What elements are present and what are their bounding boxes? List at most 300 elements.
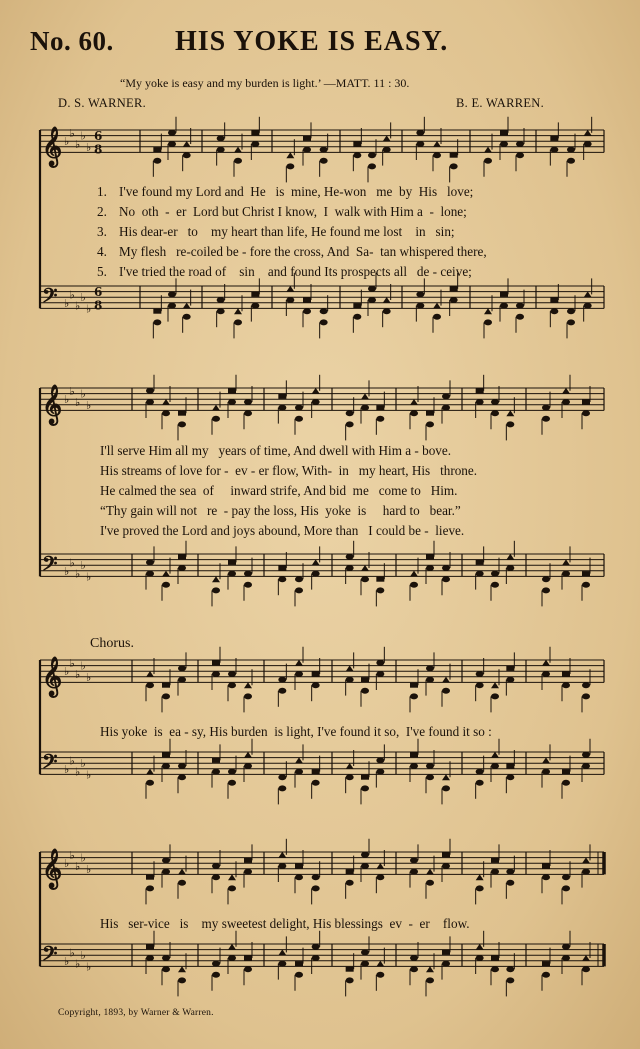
note-head	[383, 135, 391, 141]
verse-line-2-cont: His streams of love for - ev - er flow, With- in my heart, His throne.	[100, 463, 478, 478]
note-head	[228, 769, 236, 775]
note-head	[542, 961, 550, 966]
note-head	[303, 298, 311, 303]
note-head	[178, 665, 186, 671]
note-head-lower	[491, 693, 499, 699]
note-head-lower	[212, 416, 220, 422]
note-head	[410, 955, 418, 961]
note-head-lower	[426, 880, 434, 886]
note-head-lower	[346, 977, 354, 983]
note-head-lower	[376, 769, 384, 775]
note-head-lower	[542, 416, 550, 422]
note-head-lower	[312, 399, 320, 405]
note-head-lower	[312, 885, 320, 891]
note-head	[244, 858, 252, 863]
treble-clef: 𝄞	[42, 126, 63, 167]
bass-clef: 𝄢	[42, 550, 58, 580]
key-flat: ♭	[75, 957, 81, 971]
note-head-lower	[376, 587, 384, 593]
note-head-lower	[361, 961, 369, 967]
note-head	[312, 672, 320, 677]
note-head	[244, 752, 252, 758]
key-flat: ♭	[86, 398, 92, 412]
note-head	[416, 291, 424, 297]
note-head	[244, 956, 252, 961]
note-head	[162, 399, 170, 405]
note-head	[278, 949, 286, 955]
chorus-line-2: His ser-vice is my sweetest delight, His blessings ev - er flow.	[100, 916, 470, 931]
note-head	[361, 949, 369, 955]
key-flat: ♭	[69, 288, 75, 302]
note-head	[312, 769, 320, 774]
note-head-lower	[410, 966, 418, 972]
note-head	[426, 554, 434, 559]
key-flat: ♭	[75, 860, 81, 873]
note-head	[361, 852, 369, 858]
note-head	[567, 147, 575, 153]
note-head-lower	[476, 399, 484, 405]
note-head-lower	[506, 880, 514, 886]
note-head	[278, 852, 286, 858]
bass-clef: 𝄢	[42, 940, 58, 970]
note-head-lower	[361, 863, 369, 869]
note-head-lower	[295, 874, 303, 880]
note-head-lower	[426, 774, 434, 780]
note-head-lower	[295, 671, 303, 677]
note-head-lower	[303, 147, 311, 153]
note-head-lower	[178, 977, 186, 983]
note-head	[484, 147, 492, 153]
note-head-lower	[178, 565, 186, 571]
note-head	[162, 857, 170, 863]
note-head-lower	[506, 565, 514, 571]
note-head	[162, 571, 170, 577]
note-head	[410, 752, 418, 757]
verse-line-2: 2. No oth - er Lord but Christ I know, I walk with Him a - lone;	[97, 204, 467, 219]
note-head-lower	[491, 763, 499, 769]
note-head-lower	[278, 863, 286, 869]
note-head-lower	[361, 688, 369, 694]
composer-credit: B. E. WARREN.	[456, 96, 545, 110]
note-head-lower	[244, 869, 252, 875]
note-head	[361, 565, 369, 571]
note-head-lower	[178, 880, 186, 886]
note-head	[168, 130, 176, 136]
note-head-lower	[244, 410, 252, 416]
note-head	[217, 297, 225, 303]
note-head-lower	[562, 885, 570, 891]
note-head	[506, 764, 514, 769]
note-head	[491, 399, 499, 405]
note-head-lower	[376, 874, 384, 880]
note-head	[500, 130, 508, 135]
note-head-lower	[506, 774, 514, 780]
note-head-lower	[278, 688, 286, 694]
note-head	[234, 308, 242, 314]
note-head-lower	[320, 158, 328, 164]
verse-line-3: 3. His dear-er to my heart than life, He found me lost in sin;	[97, 224, 455, 239]
note-head-lower	[426, 977, 434, 983]
note-head	[212, 961, 220, 967]
note-head	[491, 682, 499, 688]
note-head-lower	[491, 582, 499, 588]
note-head-lower	[153, 158, 161, 164]
note-head-lower	[286, 297, 294, 303]
note-head-lower	[476, 955, 484, 961]
note-head	[500, 292, 508, 297]
key-flat: ♭	[69, 656, 75, 670]
note-head	[442, 393, 450, 399]
note-head	[146, 875, 154, 880]
time-sig-bottom: 8	[94, 142, 103, 157]
note-head	[376, 961, 384, 967]
note-head-lower	[162, 582, 170, 588]
note-head-lower	[582, 693, 590, 699]
note-head	[361, 677, 369, 682]
note-head	[168, 291, 176, 297]
note-head	[476, 874, 484, 880]
note-head	[153, 309, 161, 314]
note-head-lower	[146, 780, 154, 786]
note-head	[376, 660, 384, 666]
note-head-lower	[146, 399, 154, 405]
note-head-lower	[491, 966, 499, 972]
note-head	[178, 966, 186, 972]
chorus-line-1: His yoke is ea - sy, His burden is light, I've found it so, I've found it so :	[100, 724, 492, 739]
note-head-lower	[278, 961, 286, 967]
note-head-lower	[146, 885, 154, 891]
note-head	[442, 774, 450, 780]
note-head	[244, 682, 252, 688]
note-head-lower	[162, 869, 170, 875]
note-head	[542, 864, 550, 869]
note-head-lower	[361, 405, 369, 411]
note-head-lower	[146, 571, 154, 577]
note-head	[346, 665, 354, 671]
key-flat: ♭	[64, 135, 70, 149]
note-head-lower	[286, 163, 294, 169]
copyright-notice: Copyright, 1893, by Warner & Warren.	[58, 1008, 214, 1018]
note-head-lower	[178, 774, 186, 780]
note-head	[228, 671, 236, 677]
note-head	[410, 857, 418, 863]
note-head-lower	[562, 571, 570, 577]
key-flat: ♭	[69, 754, 75, 768]
note-head-lower	[426, 677, 434, 683]
note-head	[426, 411, 434, 416]
note-head-lower	[426, 421, 434, 427]
note-head	[476, 944, 484, 950]
note-head-lower	[368, 163, 376, 169]
note-head	[178, 763, 186, 769]
note-head-lower	[312, 682, 320, 688]
note-head	[567, 308, 575, 314]
note-head-lower	[484, 158, 492, 164]
key-flat: ♭	[86, 302, 92, 316]
note-head-lower	[582, 410, 590, 416]
note-head-lower	[383, 147, 391, 153]
note-head	[295, 757, 303, 763]
verse-line-4-cont: “Thy gain will not re - pay the loss, His yoke is hard to bear.”	[100, 503, 461, 518]
note-head-lower	[442, 785, 450, 791]
note-head	[491, 571, 499, 577]
key-flat: ♭	[69, 126, 75, 140]
note-head-lower	[178, 421, 186, 427]
note-head	[426, 665, 434, 671]
note-head-lower	[442, 961, 450, 967]
note-head-lower	[217, 308, 225, 314]
note-head-lower	[442, 405, 450, 411]
note-head-lower	[320, 319, 328, 325]
note-head	[562, 944, 570, 950]
note-head	[320, 308, 328, 314]
note-head	[353, 142, 361, 147]
note-head	[368, 286, 376, 292]
note-head	[346, 967, 354, 972]
note-head	[146, 944, 154, 949]
note-head-lower	[450, 297, 458, 303]
note-head	[442, 677, 450, 683]
key-flat: ♭	[80, 559, 86, 573]
note-head	[442, 565, 450, 571]
note-head	[516, 303, 524, 309]
note-head	[162, 683, 170, 688]
note-head	[426, 869, 434, 875]
note-head-lower	[278, 785, 286, 791]
note-head-lower	[312, 955, 320, 961]
note-head	[476, 560, 484, 565]
note-head-lower	[584, 141, 592, 147]
note-head-lower	[416, 303, 424, 309]
key-flat: ♭	[80, 949, 86, 963]
note-head-lower	[410, 410, 418, 416]
note-head	[562, 559, 570, 565]
treble-clef: 𝄞	[42, 656, 63, 697]
time-sig-top: 6	[94, 129, 103, 144]
note-head	[584, 291, 592, 297]
note-head	[542, 757, 550, 763]
note-head	[278, 566, 286, 571]
note-head-lower	[476, 682, 484, 688]
note-head	[584, 130, 592, 136]
note-head-lower	[153, 319, 161, 325]
time-sig-top: 6	[94, 285, 103, 300]
note-head-lower	[183, 152, 191, 158]
note-head	[582, 955, 590, 961]
note-head-lower	[217, 147, 225, 153]
key-flat: ♭	[75, 299, 81, 313]
note-head-lower	[168, 303, 176, 309]
note-head	[542, 405, 550, 411]
note-head	[162, 752, 170, 757]
note-head	[346, 410, 354, 416]
key-flat: ♭	[69, 384, 75, 398]
note-head-lower	[484, 319, 492, 325]
key-flat: ♭	[80, 851, 86, 865]
note-head	[244, 399, 252, 405]
note-head-lower	[562, 682, 570, 688]
note-head-lower	[212, 972, 220, 978]
note-head-lower	[476, 885, 484, 891]
note-head-lower	[562, 955, 570, 961]
note-head-lower	[244, 763, 252, 769]
note-head-lower	[228, 885, 236, 891]
note-head-lower	[244, 693, 252, 699]
note-head-lower	[168, 141, 176, 147]
note-head	[410, 571, 418, 577]
note-head-lower	[178, 677, 186, 683]
note-head	[491, 752, 499, 758]
note-head	[476, 769, 484, 775]
note-head-lower	[368, 297, 376, 303]
note-head	[295, 405, 303, 411]
note-head-lower	[312, 780, 320, 786]
note-head	[368, 152, 376, 158]
key-flat: ♭	[64, 954, 70, 968]
note-head	[295, 576, 303, 582]
note-head-lower	[500, 303, 508, 309]
key-flat: ♭	[64, 564, 70, 578]
note-head-lower	[346, 677, 354, 683]
note-head	[295, 961, 303, 966]
note-head	[303, 136, 311, 141]
note-head	[346, 554, 354, 560]
note-head-lower	[146, 955, 154, 961]
note-head-lower	[346, 774, 354, 780]
note-head-lower	[433, 152, 441, 158]
note-head-lower	[228, 571, 236, 577]
key-flat: ♭	[86, 570, 92, 584]
note-head-lower	[212, 769, 220, 775]
note-head-lower	[500, 141, 508, 147]
note-head-lower	[550, 308, 558, 314]
key-flat: ♭	[69, 556, 75, 570]
note-head	[251, 130, 259, 135]
note-head-lower	[442, 576, 450, 582]
note-head-lower	[442, 863, 450, 869]
note-head	[506, 666, 514, 671]
note-head	[433, 303, 441, 309]
note-head	[286, 152, 294, 158]
note-head-lower	[361, 785, 369, 791]
key-flat: ♭	[69, 848, 75, 862]
key-flat: ♭	[75, 765, 81, 779]
note-head-lower	[410, 763, 418, 769]
key-flat: ♭	[80, 291, 86, 305]
verse-line-3-cont: He calmed the sea of inward strife, And bid me come to Him.	[100, 483, 458, 498]
note-head-lower	[212, 671, 220, 677]
note-head	[506, 410, 514, 416]
note-head	[228, 388, 236, 393]
note-head	[410, 399, 418, 405]
note-head	[278, 677, 286, 683]
note-head	[278, 394, 286, 399]
note-head-lower	[228, 955, 236, 961]
note-head	[251, 292, 259, 297]
note-head-lower	[550, 147, 558, 153]
key-flat: ♭	[75, 396, 81, 409]
lyricist-credit: D. S. WARNER.	[58, 96, 147, 110]
note-head	[234, 147, 242, 153]
note-head-lower	[582, 966, 590, 972]
note-head-lower	[582, 869, 590, 875]
note-head	[376, 405, 384, 410]
note-head-lower	[244, 966, 252, 972]
note-head-lower	[228, 399, 236, 405]
note-head-lower	[506, 677, 514, 683]
note-head-lower	[295, 416, 303, 422]
note-head-lower	[295, 587, 303, 593]
note-head	[562, 874, 570, 880]
note-head	[146, 769, 154, 775]
verse-line-5: 5. I've tried the road of sin and found Its prospects all de - ceive;	[97, 264, 472, 279]
note-head	[353, 303, 361, 308]
note-head	[506, 554, 514, 560]
note-head-lower	[376, 416, 384, 422]
note-head-lower	[476, 571, 484, 577]
note-head-lower	[234, 319, 242, 325]
note-head	[212, 405, 220, 411]
note-head	[582, 752, 590, 758]
note-head	[376, 863, 384, 869]
note-head-lower	[506, 977, 514, 983]
key-flat: ♭	[64, 296, 70, 310]
time-sig-bottom: 8	[94, 298, 103, 313]
note-head-lower	[584, 303, 592, 309]
note-head	[146, 559, 154, 565]
note-head-lower	[162, 966, 170, 972]
note-head-lower	[542, 972, 550, 978]
note-head-lower	[353, 314, 361, 320]
note-head	[244, 571, 252, 577]
note-head	[312, 874, 320, 880]
note-head	[212, 660, 220, 665]
key-flat: ♭	[64, 762, 70, 776]
bass-clef: 𝄢	[42, 282, 58, 312]
note-head	[450, 286, 458, 291]
note-head	[162, 955, 170, 961]
note-head-lower	[251, 303, 259, 309]
note-head-lower	[582, 763, 590, 769]
key-flat: ♭	[86, 140, 92, 154]
note-head	[410, 683, 418, 688]
note-head	[178, 554, 186, 559]
note-head	[312, 388, 320, 394]
scripture-epigraph: “My yoke is easy and my burden is light.’ —MATT. 11 : 30.	[120, 76, 410, 90]
chorus-label: Chorus.	[90, 636, 134, 651]
note-head	[542, 660, 550, 666]
note-head	[416, 130, 424, 136]
note-head	[426, 966, 434, 972]
note-head-lower	[146, 682, 154, 688]
note-head	[228, 874, 236, 880]
note-head-lower	[212, 587, 220, 593]
note-head	[346, 869, 354, 874]
note-head	[562, 769, 570, 774]
treble-clef: 𝄞	[42, 384, 63, 425]
note-head	[542, 576, 550, 582]
note-head	[442, 852, 450, 857]
note-head-lower	[410, 582, 418, 588]
note-head-lower	[433, 314, 441, 320]
note-head	[153, 147, 161, 152]
key-flat: ♭	[64, 857, 70, 871]
note-head	[295, 864, 303, 869]
note-head	[383, 297, 391, 303]
verse-line-5-cont: I've proved the Lord and joys abound, More than I could be - lieve.	[100, 523, 465, 538]
note-head-lower	[562, 780, 570, 786]
hymn-number: No. 60.	[30, 26, 114, 56]
